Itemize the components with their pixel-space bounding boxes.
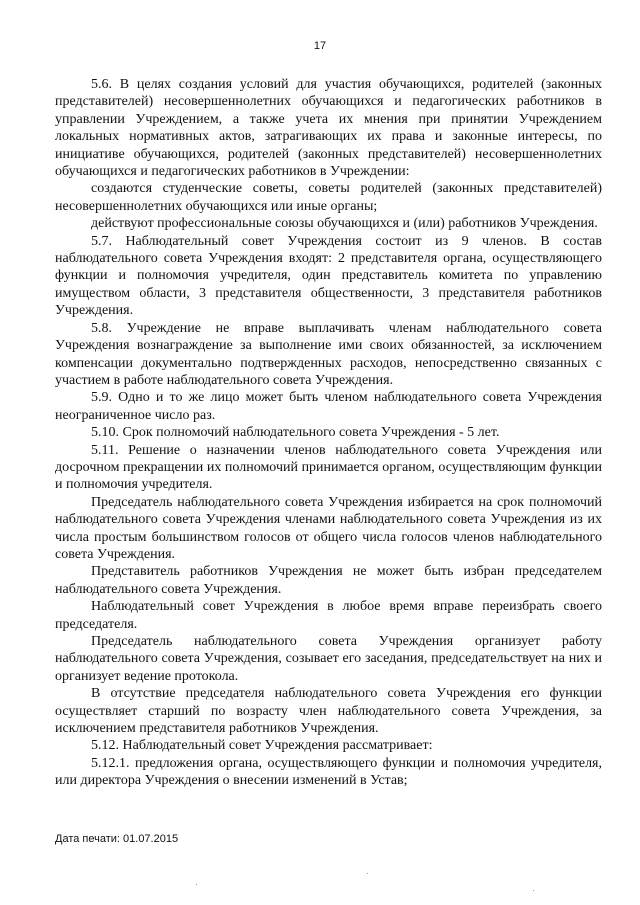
paragraph-5-12: 5.12. Наблюдательный совет Учреждения рассматривает:	[91, 738, 433, 754]
paragraph-chairman-duties: Председатель наблюдательного совета Учреждения организует работу наблюдательного совета Учреждения, созывает его заседания, председательствует на них и организует ведение протокола.	[55, 634, 602, 684]
paragraph-chairman-absence: В отсутствие председателя наблюдательного совета Учреждения его функции осуществляет старший по возрасту член наблюдательного совета Учреждения, за исключением представителя работников Учреждения.	[55, 686, 602, 737]
print-date: Дата печати: 01.07.2015	[55, 833, 179, 845]
paragraph-trade-unions: действуют профессиональные союзы обучающихся и (или) работников Учреждения.	[91, 216, 598, 232]
scan-speck	[367, 873, 368, 874]
paragraph-chairman-election: Председатель наблюдательного совета Учреждения избирается на срок полномочий наблюдательного совета Учреждения членами наблюдательного совета Учреждения из их числа простым большинством голосов от общего числа голосов членов наблюдательного совета Учреждения.	[55, 494, 602, 562]
paragraph-student-councils: создаются студенческие советы, советы родителей (законных представителей) несовершеннолетних обучающихся или иные органы;	[55, 181, 602, 214]
scan-speck	[533, 890, 534, 891]
paragraph-5-9: 5.9. Одно и то же лицо может быть членом наблюдательного совета Учреждения неограниченное число раз.	[55, 390, 602, 423]
page-number: 17	[313, 40, 327, 52]
paragraph-5-11: 5.11. Решение о назначении членов наблюдательного совета Учреждения или досрочном прекращении их полномочий принимается органом, осуществляющим функции и полномочия учредителя.	[55, 442, 602, 493]
paragraph-5-12-1: 5.12.1. предложения органа, осуществляющего функции и полномочия учредителя, или директора Учреждения о внесении изменений в Устав;	[55, 755, 602, 789]
scan-speck	[196, 884, 197, 885]
paragraph-5-10: 5.10. Срок полномочий наблюдательного совета Учреждения - 5 лет.	[91, 425, 500, 441]
paragraph-5-6: 5.6. В целях создания условий для участия обучающихся, родителей (законных представителей) несовершеннолетних обучающихся и педагогических работников в управлении Учреждением, а также учета их мнения при принятии Учреждением локальных нормативных актов, затрагивающих их права и законные интересы, по инициативе обучающихся, родителей (законных представителей) несовершеннолетних обучающихся и педагогических работников в Учреждении:	[55, 77, 602, 180]
paragraph-employee-representative: Представитель работников Учреждения не может быть избран председателем наблюдательного совета Учреждения.	[55, 564, 602, 597]
paragraph-5-7: 5.7. Наблюдательный совет Учреждения состоит из 9 членов. В состав наблюдательного совета Учреждения входят: 2 представителя органа, осуществляющего функции и полномочия учредителя, один представитель комитета по управлению имуществом области, 3 представителя общественности, 3 представителя работников Учреждения.	[55, 233, 602, 319]
paragraph-5-8: 5.8. Учреждение не вправе выплачивать членам наблюдательного совета Учреждения вознаграждение за выполнение ими своих обязанностей, за исключением компенсации документально подтвержденных расходов, непосредственно связанных с участием в работе наблюдательного совета Учреждения.	[55, 320, 602, 388]
document-body	[55, 76, 602, 790]
paragraph-chairman-reelection: Наблюдательный совет Учреждения в любое время вправе переизбрать своего председателя.	[55, 599, 602, 632]
